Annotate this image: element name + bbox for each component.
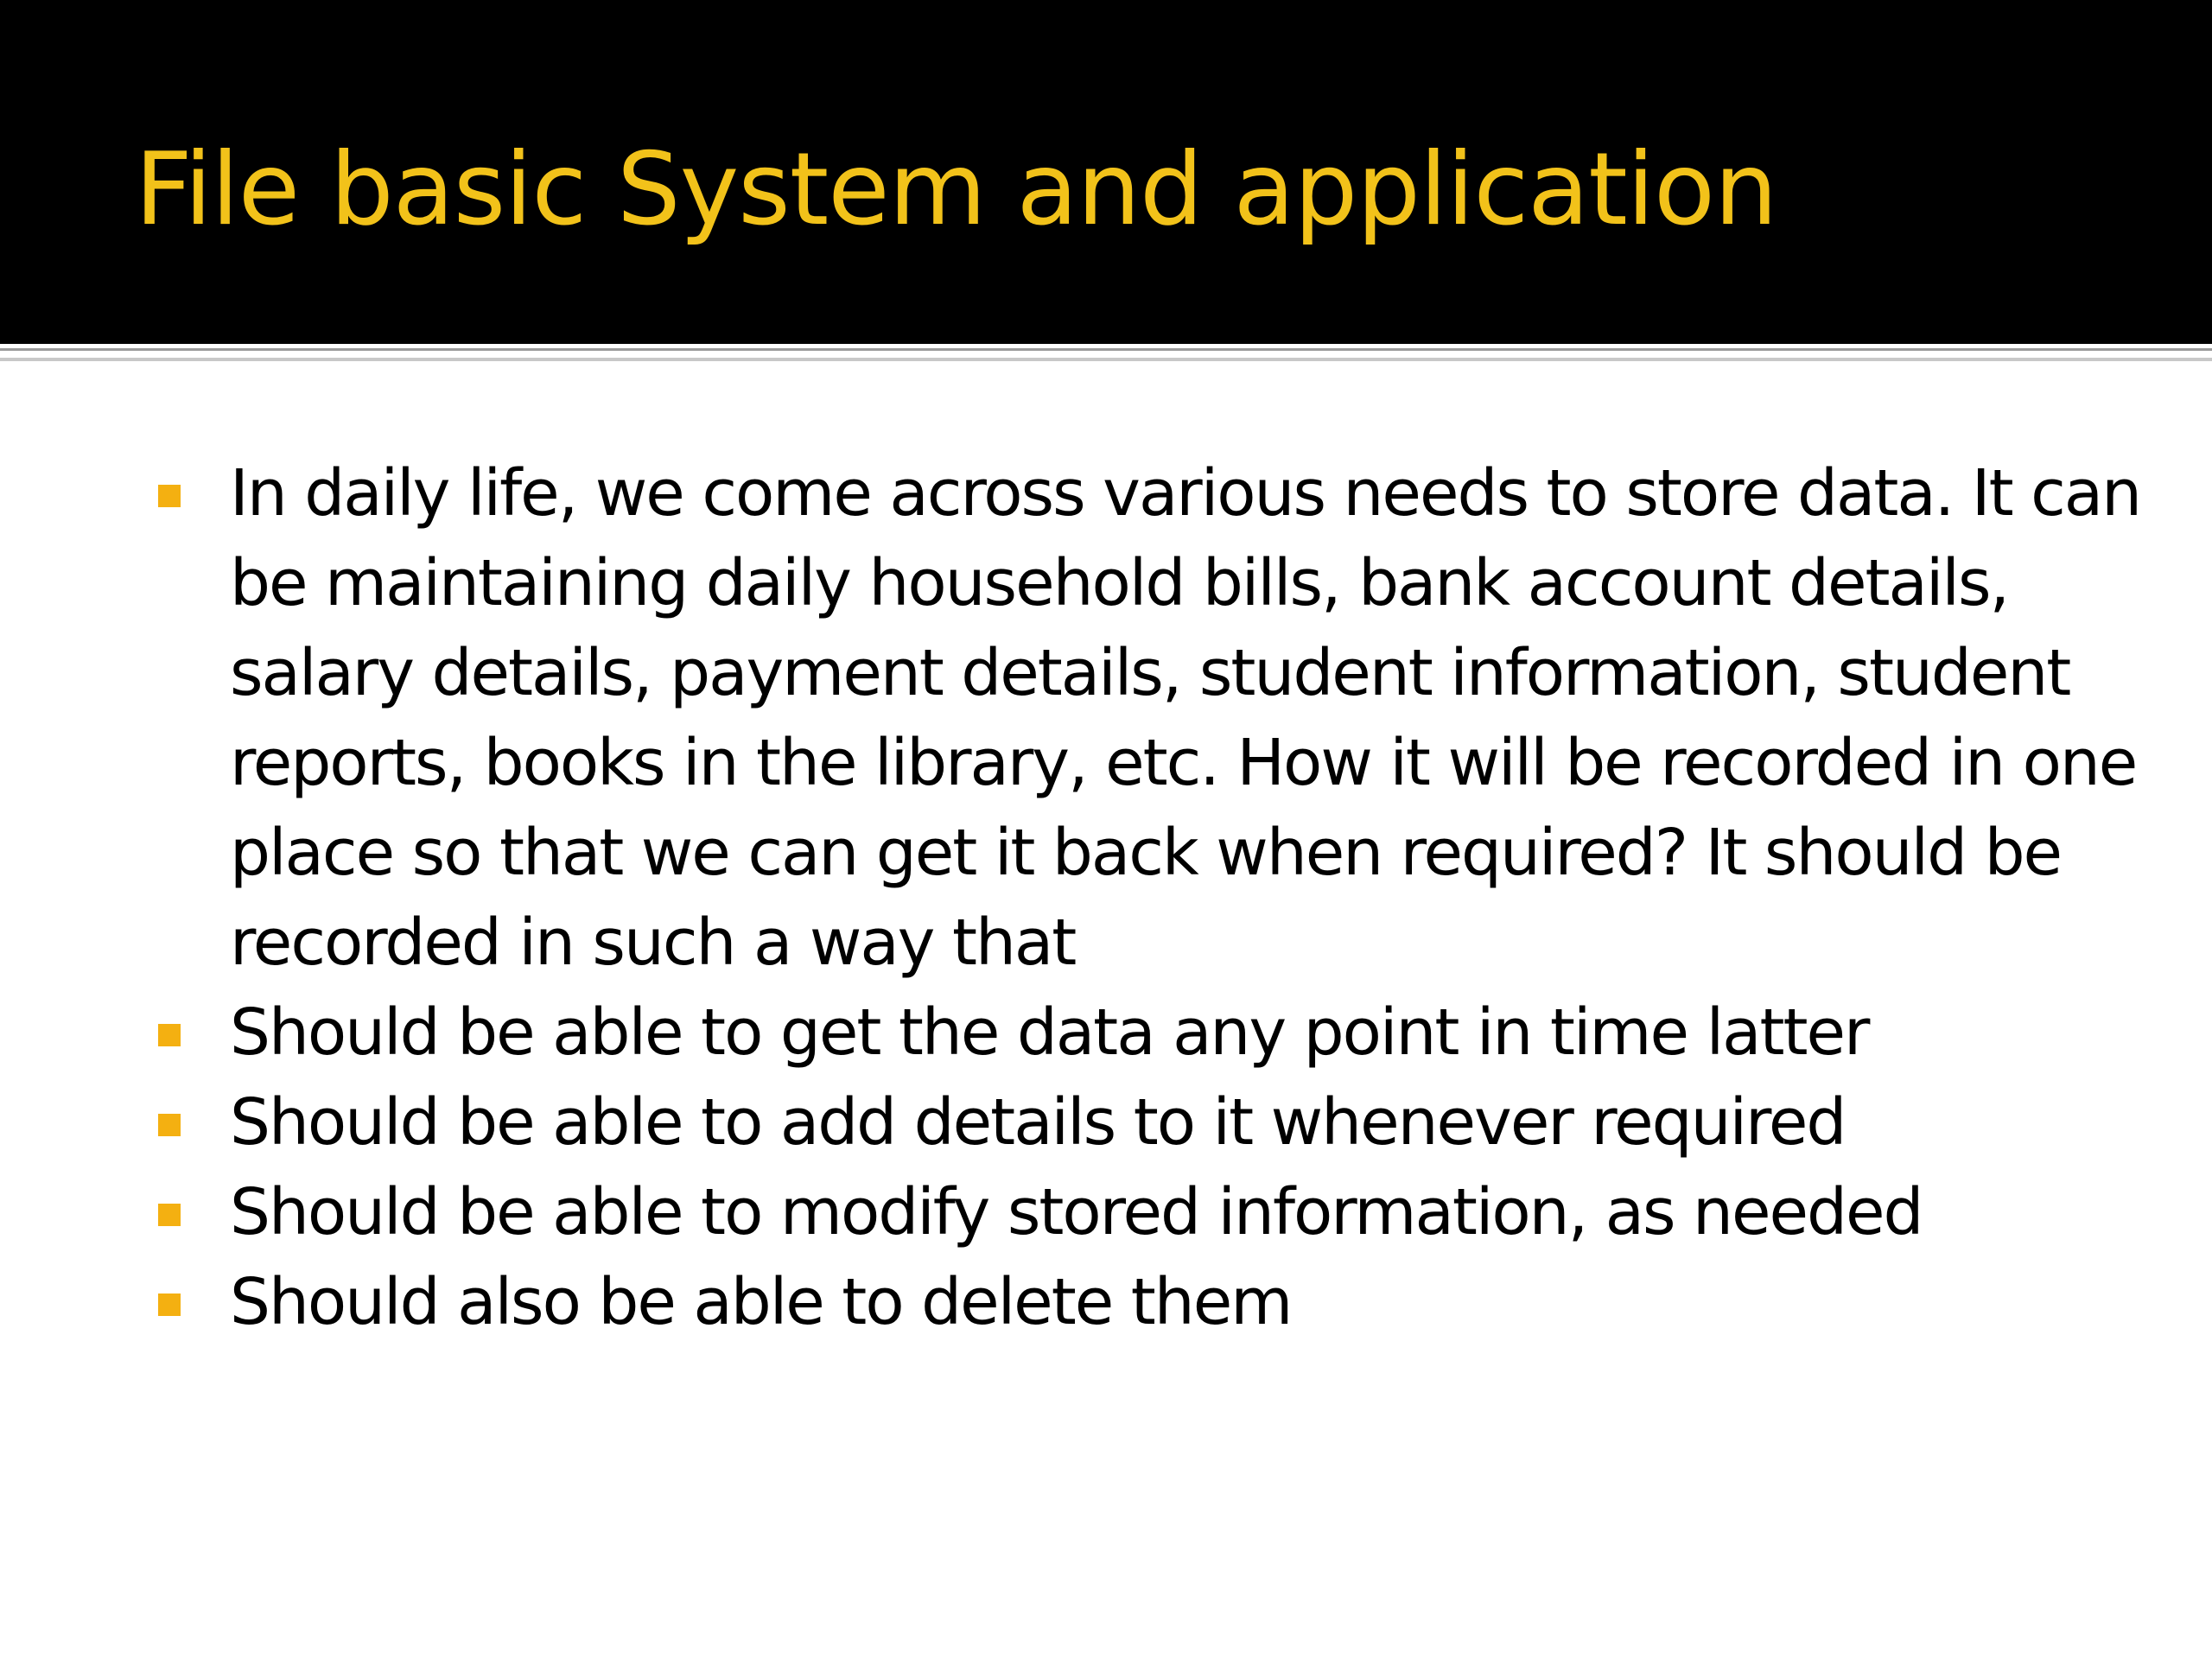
bullet-item [230,1257,2191,1347]
title-divider-shadow [0,358,2212,361]
title-divider-line [0,348,2212,351]
bullet-list [230,448,2191,1347]
bullet-item [230,448,2191,988]
title-bar [0,0,2212,344]
bullet-text: Should be able to add details to it whenever required [230,1085,1846,1160]
bullet-text: Should be able to modify stored information, as needed [230,1175,1923,1249]
square-bullet-icon [158,1114,181,1136]
bullet-text: In daily life, we come across various needs to store data. It can be maintaining daily household bills, bank account details, salary details, payment details, student information, student reports, books in the library, etc. How it will be recorded in one place so that we can get it back when required? It should be recorded in such a way that [230,456,2141,980]
square-bullet-icon [158,485,181,507]
bullet-text: Should also be able to delete them [230,1265,1292,1339]
bullet-text: Should be able to get the data any point in time latter [230,995,1869,1070]
slide-title: File basic System and application [135,131,1777,248]
square-bullet-icon [158,1294,181,1316]
bullet-item [230,1077,2191,1167]
bullet-item [230,988,2191,1077]
bullet-item [230,1167,2191,1257]
square-bullet-icon [158,1204,181,1226]
square-bullet-icon [158,1024,181,1046]
